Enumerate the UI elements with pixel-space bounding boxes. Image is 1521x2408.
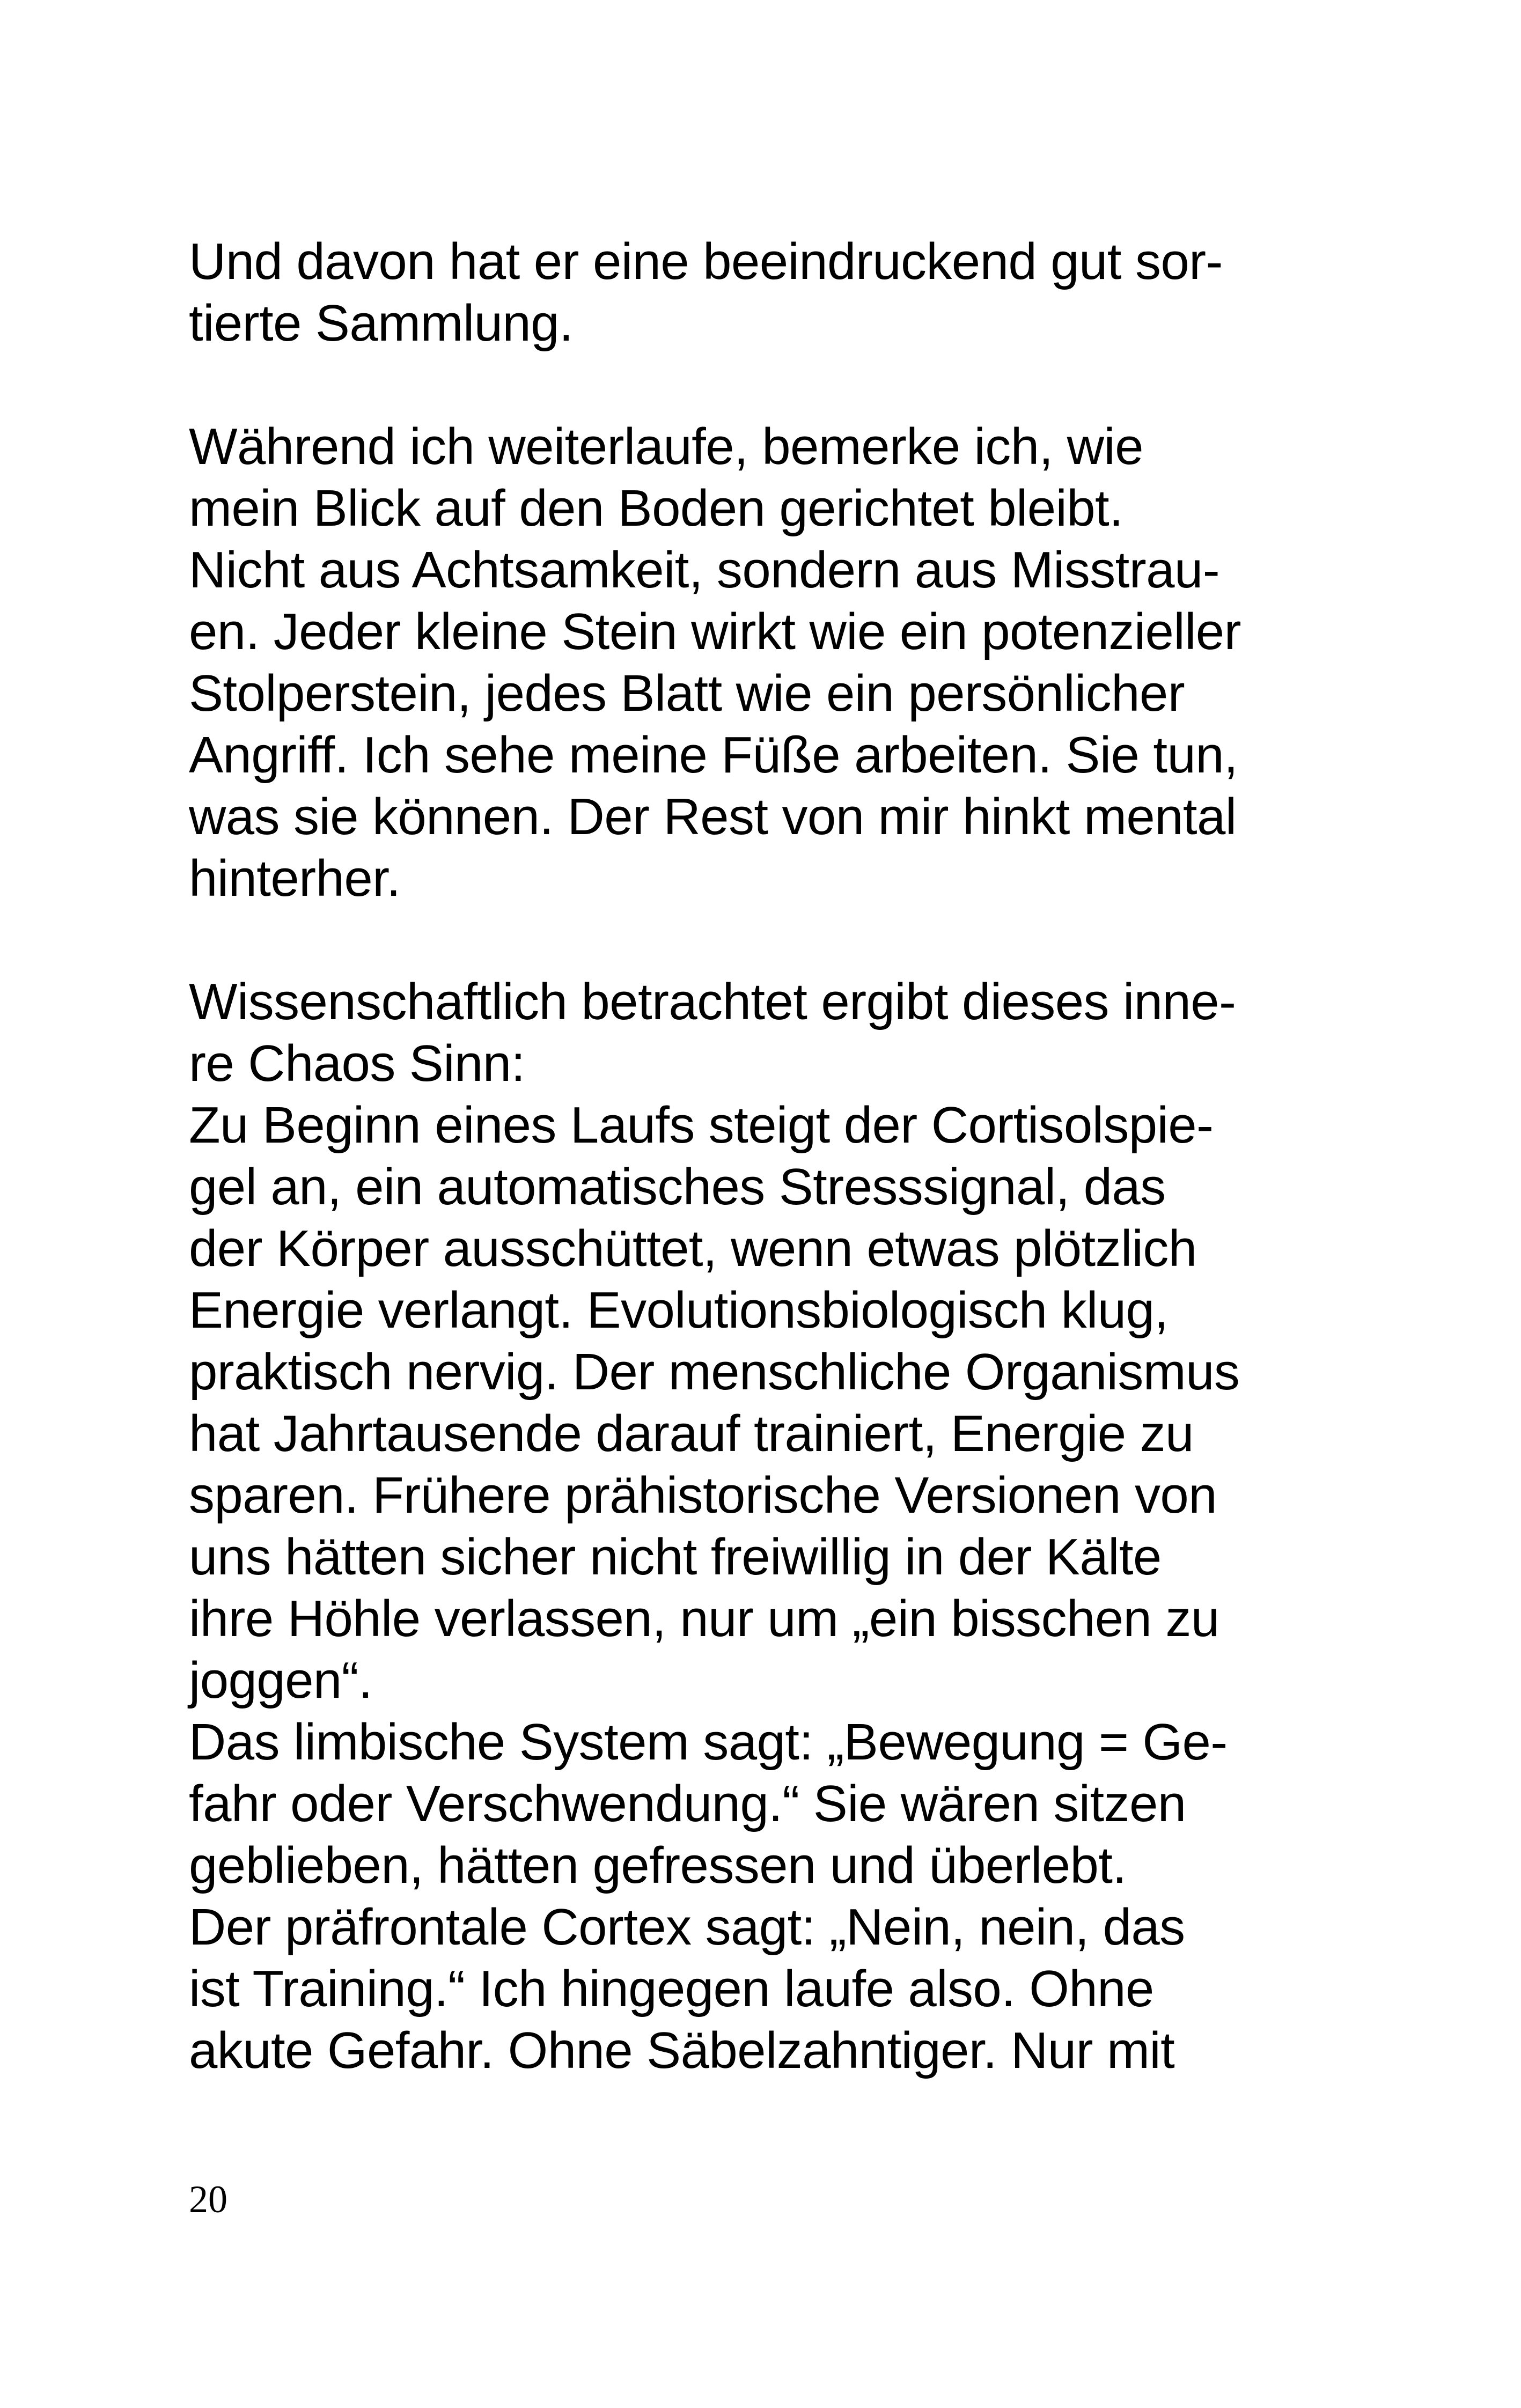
body-text	[189, 231, 1396, 2081]
text-line: Während ich weiterlaufe, bemerke ich, wie	[189, 418, 1143, 475]
text-line: ist Training.“ Ich hingegen laufe also. Ohne	[189, 1960, 1154, 2017]
text-line: Und davon hat er eine beeindruckend gut sor-	[189, 233, 1223, 290]
text-line: Nicht aus Achtsamkeit, sondern aus Misstrau-	[189, 541, 1220, 599]
text-line: en. Jeder kleine Stein wirkt wie ein potenzieller	[189, 603, 1241, 660]
text-line: Zu Beginn eines Laufs steigt der Cortisolspie-	[189, 1096, 1214, 1154]
text-line: praktisch nervig. Der menschliche Organismus	[189, 1343, 1240, 1401]
text-line: Der präfrontale Cortex sagt: „Nein, nein, das	[189, 1898, 1185, 1956]
text-line: der Körper ausschüttet, wenn etwas plötzlich	[189, 1220, 1197, 1277]
paragraph-gap	[189, 354, 1396, 416]
text-line: tierte Sammlung.	[189, 294, 574, 352]
page-number: 20	[189, 2178, 227, 2221]
paragraph-gap	[189, 909, 1396, 971]
text-line: uns hätten sicher nicht freiwillig in der Kälte	[189, 1528, 1162, 1586]
text-line: akute Gefahr. Ohne Säbelzahntiger. Nur mit	[189, 2022, 1175, 2079]
text-line: ihre Höhle verlassen, nur um „ein bisschen zu	[189, 1590, 1219, 1647]
text-line: hat Jahrtausende darauf trainiert, Energie zu	[189, 1405, 1194, 1462]
text-line: Angriff. Ich sehe meine Füße arbeiten. Sie tun,	[189, 726, 1238, 784]
text-line: fahr oder Verschwendung.“ Sie wären sitzen	[189, 1775, 1186, 1832]
text-line: hinterher.	[189, 850, 401, 907]
text-line: mein Blick auf den Boden gerichtet bleibt.	[189, 480, 1123, 537]
text-line: re Chaos Sinn:	[189, 1035, 525, 1092]
text-line: geblieben, hätten gefressen und überlebt.	[189, 1837, 1127, 1894]
text-line: gel an, ein automatisches Stresssignal, das	[189, 1158, 1166, 1216]
text-line: joggen“.	[189, 1652, 373, 1709]
text-line: Energie verlangt. Evolutionsbiologisch klug,	[189, 1282, 1169, 1339]
text-line: was sie können. Der Rest von mir hinkt mental	[189, 788, 1237, 845]
text-line: sparen. Frühere prähistorische Versionen von	[189, 1467, 1217, 1524]
text-line: Wissenschaftlich betrachtet ergibt dieses inne-	[189, 973, 1236, 1030]
text-line: Stolperstein, jedes Blatt wie ein persönlicher	[189, 665, 1185, 722]
text-line: Das limbische System sagt: „Bewegung = Ge-	[189, 1713, 1228, 1771]
